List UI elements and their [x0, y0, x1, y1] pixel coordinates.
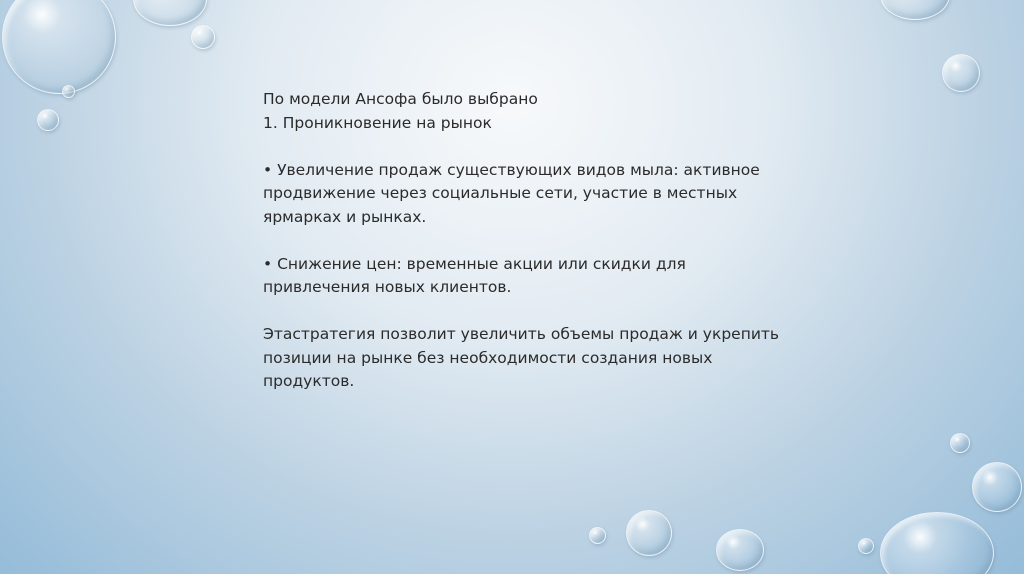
water-droplet-icon: [880, 512, 994, 574]
water-droplet-icon: [191, 25, 215, 49]
water-droplet-icon: [950, 433, 970, 453]
water-droplet-icon: [858, 538, 874, 554]
water-droplet-icon: [62, 85, 75, 98]
slide-body: [263, 88, 783, 394]
bullet-price-reduction: • Снижение цен: временные акции или скидки для привлечения новых клиентов.: [263, 254, 686, 296]
conclusion-paragraph: Этастратегия позволит увеличить объемы продаж и укрепить позиции на рынке без необходимости создания новых продуктов.: [263, 325, 780, 390]
water-droplet-icon: [880, 0, 950, 20]
water-droplet-icon: [626, 510, 672, 556]
water-droplet-icon: [972, 462, 1022, 512]
water-droplet-icon: [133, 0, 207, 26]
bullet-sales-growth: • Увеличение продаж существующих видов мыла: активное продвижение через социальные сети, участие в местных ярмарках и рынках.: [263, 160, 760, 226]
water-droplet-icon: [716, 529, 764, 571]
water-droplet-icon: [589, 527, 606, 544]
intro-line: По модели Ансофа было выбрано: [263, 90, 538, 108]
water-droplet-icon: [942, 54, 980, 92]
water-droplet-icon: [37, 109, 59, 131]
strategy-heading: 1. Проникновение на рынок: [263, 113, 492, 132]
water-droplet-icon: [2, 0, 116, 94]
